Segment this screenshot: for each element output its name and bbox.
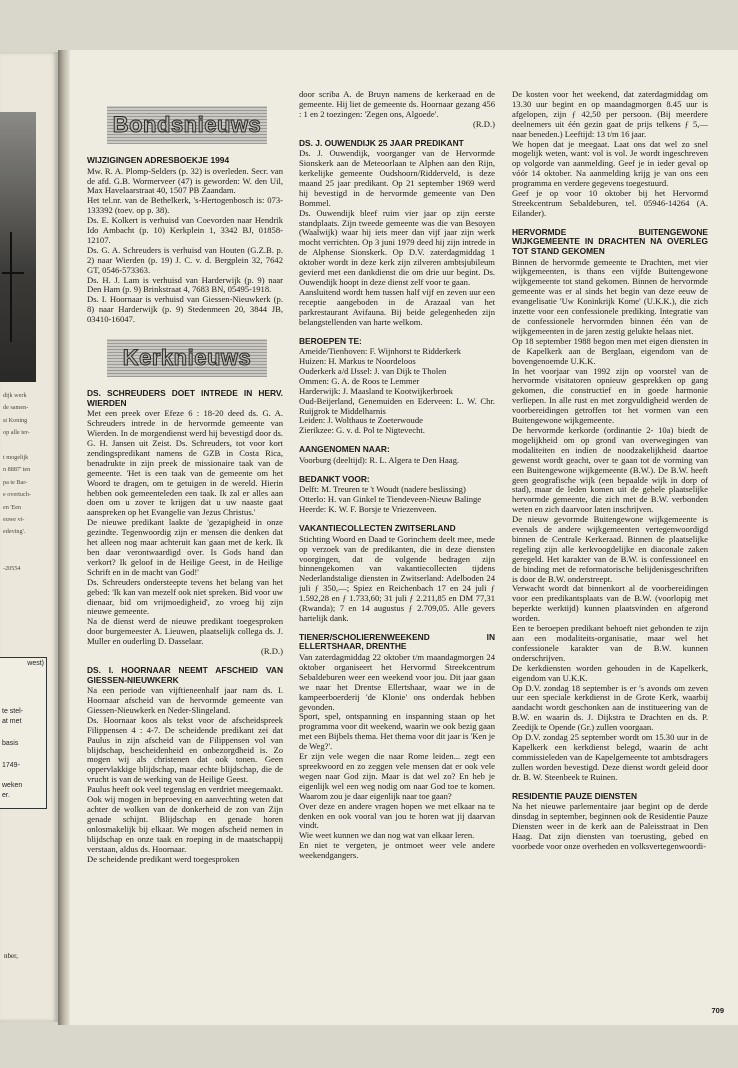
buitengewone-paragraph: Verwacht wordt dat binnenkort al de voorbereidingen voor een predikantsplaats van de B.W. (voorlopig met beperkte werktijd) kunnen plaatsvinden en afgerond worden. [512,583,708,624]
beroepen-item: Leiden: J. Wolthaus te Zoeterwoude [299,415,423,426]
adres-paragraph: Ds. I. Hoornaar is verhuisd van Giessen-Nieuwkerk (p. 8) naar Harderwijk (p. 9) Stedenmeen 20, 3844 JB, 03410-16047. [87,294,283,325]
buitengewone-paragraph: Op D.V. zondag 18 september is er 's avonds om zeven uur een speciale kerkdienst in de Grote Kerk, waarbij aandacht wordt geschonken aan de institueering van de B.W. en waarin ds. J. Dijkstra te Drachten en ds. P. Zeedijk te Opende (Gr.) zullen voorgaan. [512,682,708,733]
prev-box-line: at met [2,718,22,725]
beroepen-heading: BEROEPEN TE: [299,335,362,346]
hoornaar-heading: DS. I. HOORNAAR NEEMT AFSCHEID VAN GIESSEN-NIEUWKERK [87,664,283,685]
ouwendijk-paragraph: Aansluitend wordt hem tussen half vijf en zeven uur een receptie aangeboden in de Arazaal van het parkrestaurant Avifauna. Bij beide gelegenheden zijn belangstellenden van harte welkom. [299,286,495,327]
schreuders-heading: DS. SCHREUDERS DOET INTREDE IN HERV. WIERDEN [87,388,283,408]
vakantiecollecten-paragraph: Stichting Woord en Daad te Gorinchem deelt mee, mede op verzoek van de predikanten, die in deze diensten voorgingen, dat de volgende bedragen zijn binnengekomen van vakantiecollecten tijdens Nederlandstalige diensten in Zwitserland: Adelboden 24 juli ƒ 350,—; Spiez en Reichenbach 17 en 24 juli ƒ 1.592,28 en ƒ 1.733,60; 31 juli ƒ 2.211,85 en DM 77,31 (Rwanda); 7 en 14 augustus ƒ 2.709,05. Alle gevers hartelijk dank. [299,533,495,623]
previous-page-text [3,390,55,575]
schreuders-paragraph: Na de dienst werd de nieuwe predikant toegesproken door burgemeester A. Lieuwen, plaatselijk collega ds. J. Muller en ouderling D. Dasselaar. [87,616,283,647]
prev-box-line: er. [2,792,10,799]
schreuders-paragraph: Met een preek over Efeze 6 : 18-20 deed ds. G. A. Schreuders intrede in de hervormde gemeente van Wierden. In de morgendienst werd hij bevestigd door ds. G. H. Jansen uit Zeist. Ds. Schreuders, tot voor kort zendingspredikant namens de GZB in Costa Rica, benadrukte in zijn preek de missionaire taak van de gemeente. 'Het is een taak van de gemeente om het Woord te dragen, om te getuigen in de wereld. Hierin hebben ook gemeenteleden een taak. Ik zal er alles aan doen om u zover te krijgen dat u uw naaste gaat aanspreken op het Evangelie van Jezus Christus.' [87,408,283,518]
prev-line [3,440,55,452]
hoornaar-paragraph: De scheidende predikant werd toegesproken [87,853,240,864]
beroepen-item: Ouderkerk a/d IJssel: J. van Dijk te Tholen [299,365,447,376]
residentie-pauze-paragraph: Na het nieuwe parlementaire jaar begint op de derde dinsdag in september, beginnen ook de Residentie Pauze Diensten weer in de kerk aan de Paleisstraat in Den Haag. Dat zijn diensten van toerusting, gebed en voorbede voor onze overheden en volksvertegenwoordi- [512,801,708,851]
beroepen-item: Ommen: G. A. de Roos te Lemmer [299,375,420,386]
tienerweekend-paragraph: Er zijn vele wegen die naar Rome leiden... zegt een spreekwoord en zo zeggen vele mensen dat er ook vele wegen naar God zijn. Maar is dat wel zo? En heb je eigenlijk wel een weg nodig om naar God toe te komen. Waarom zou je daar eigenlijk naar toe gaan? [299,751,495,801]
prev-box-line: te stel- [2,708,24,715]
bedankt-item: Heerde: K. W. F. Borsje te Vriezenveen. [299,504,437,515]
tienerweekend-paragraph: En niet te vergeten, je ontmoet weer vele andere weekendgangers. [299,840,495,861]
prev-line: pa te Bar- [3,478,28,486]
tienerweekend-heading: TIENER/SCHOLIERENWEEKEND IN ELLERTSHAAR, DRENTHE [299,631,495,652]
buitengewone-paragraph: De kerkdiensten worden gehouden in de Kapelkerk, eigendom van U.K.K. [512,662,708,683]
vakantiecollecten-heading: VAKANTIECOLLECTEN ZWITSERLAND [299,523,456,534]
previous-page-edge [0,52,58,1022]
tienerweekend-paragraph: Van zaterdagmiddag 22 oktober t/m maandagmorgen 24 oktober organiseert het Hervormd Streekcentrum Sebaldeburen weer een weekend voor jou. Dit jaar gaan we naar het Drentse Ellertshaar, waar we in de kampeerboerderij 'de Klonie' ons onderdak hebben gevonden. [299,652,495,712]
bedankt-item: Delft: M. Treuren te 't Woudt (nadere beslissing) [299,484,466,495]
ouwendijk-paragraph: Ds. J. Ouwendijk, voorganger van de Hervormde Sionskerk aan de Meteoorlaan te Alphen aan den Rijn, kerkelijke gemeente Oudshoorn/Ridderveld, is deze maand 25 jaar predikant. Op 21 september 1969 werd hij bevestigd in de hervormde gemeente van Den Bommel. [299,148,495,208]
prev-number: -20554 [3,564,21,572]
hoornaar-continued: door scriba A. de Bruyn namens de kerkeraad en de gemeente. Hij liet de gemeente ds. Hoornaar gezang 456 : 1 en 2 toezingen: 'Zegen ons, Algoede'. [299,90,495,119]
buitengewone-paragraph: In het voorjaar van 1992 zijn op voorstel van de hervormde visitatoren opnieuw gesprekken op gang gekomen, die constructief en in goede harmonie verliepen. In alle rust en met zorgvuldigheid werden de voorbereidingen getroffen tot het vormen van een Buitengewone wijkgemeente. [512,365,708,426]
prev-line: t mogelijk [3,454,29,462]
prev-line: edeving'. [3,528,26,536]
prev-box-line: weken [2,782,23,789]
prev-line: op alle ter- [3,429,30,437]
prev-line: en 'Een [3,503,22,511]
hoornaar-paragraph: Ds. Hoornaar koos als tekst voor de afscheidspreek Filippensen 4 : 4-7. De scheidende predikant zei dat Paulus in zijn afscheid van de Filippensen vol van blijdschap, bescheidenheid en onbezorgdheid is. Zo mogen wij als christenen dat ook tonen. Geen oppervlakkige blijdschap, maar echte blijdschap, die de vrucht is van de werking van de Heilige Geest. [87,714,283,785]
prev-box-line: 1749- [2,762,20,769]
magazine-page [70,50,738,1025]
bondsnieuws-title: Bondsnieuws [112,112,262,138]
page-gutter [58,50,70,1025]
ouwendijk-paragraph: Ds. Ouwendijk bleef ruim vier jaar op zijn eerste standplaats. Zijn tweede gemeente was die van Besoyen (Waalwijk) waar hij iets meer dan vijf jaar zijn werk mocht verrichten. Op 3 juni 1979 deed hij zijn intrede in de Alphense Sionskerk. Op D.V. zaterdagmiddag 1 oktober wordt in deze kerk zijn zilveren ambtsjubileum gevierd met een dankdienst die om drie uur begint. Ds. Ouwendijk hoopt in deze dienst zelf voor te gaan. [299,207,495,287]
column-3 [512,90,708,1018]
prev-box-line: west) [27,660,44,667]
adres-paragraph: Ds. E. Kolkert is verhuisd van Coevorden naar Hendrik Ido Ambacht (p. 10) Kerkplein 1, 3342 BJ, 01858-12107. [87,215,283,245]
buitengewone-paragraph: Een te beroepen predikant behoeft niet gebonden te zijn aan een modaliteits-organisatie, maar wel het confessionele karakter van de B.W. kunnen onderschrijven. [512,623,708,663]
column-1 [87,106,283,1034]
residentie-pauze-heading: RESIDENTIE PAUZE DIENSTEN [512,790,638,801]
buitengewone-wijkgemeente-heading: HERVORMDE BUITENGEWONE WIJKGEMEENTE IN DRACHTEN NA OVERLEG TOT STAND GEKOMEN [512,226,708,256]
prev-box-line: basis [2,740,19,747]
bedankt-heading: BEDANKT VOOR: [299,473,370,484]
ouwendijk-heading: DS. J. OUWENDIJK 25 JAAR PREDIKANT [299,137,464,148]
prev-line: dijk werk [3,392,27,399]
prev-line: st Koning [3,416,28,424]
weekend-paragraph: Geef je op voor 10 oktober bij het Hervormd Streekcentrum Sebaldeburen, tel. 05946-14264 (A. Eilander). [512,188,708,218]
adresboekje-heading: WIJZIGINGEN ADRESBOEKJE 1994 [87,155,230,165]
aangenomen-item: Voorburg (deeltijd): R. L. Algera te Den Haag. [299,454,460,465]
hoornaar-paragraph: Na een periode van vijftieneenhalf jaar nam ds. I. Hoornaar afscheid van de hervormde gemeente van Giessen-Nieuwkerk en Neder-Slingeland. [87,685,283,715]
buitengewone-paragraph: Binnen de hervormde gemeente te Drachten, met vier wijkgemeenten, is thans een vijfde Buitengewone wijkgemeente tot stand gekomen. Binnen de hervormde gemeente was er al sinds het begin van deze eeuw de evangelisatie 'Uw Koninkrijk Kome' (U.K.K.), die zich inzette voor een confessionele prediking. Integratie van de confessionele hervormden binnen één van de wijkgemeenten in de jaren zestig gelukte helaas niet. [512,256,708,336]
adres-paragraph: Het tel.nr. van de Bethelkerk, 's-Hertogenbosch is: 073-133392 (toev. op p. 38). [87,195,283,216]
schreuders-paragraph: Ds. Schreuders ondersteepte tevens het belang van het gebed: 'Ik kan van mezelf ook niet spreken. Bid voor uw dienaar, bid om vrijmoedigheid', zo vroeg hij zijn nieuwe gemeente. [87,576,283,617]
beroepen-item: Ameide/Tienhoven: F. Wijnhorst te Ridderkerk [299,346,461,357]
prev-line: euwe vi- [3,516,25,524]
schreuders-signature: (R.D.) [261,646,283,657]
hoornaar-paragraph: Paulus heeft ook veel tegenslag en verdriet meegemaakt. Ook wij mogen in beproeving en aanvechting weten dat achter de wolken van de donkerheid de zon van Zijn genade schijnt. Blijdschap en genade horen onlosmakelijk bij elkaar. We mogen afscheid nemen in blijdschap en onze taak en roeping in de maatschappij verstaan, aldus ds. Hoornaar. [87,784,283,854]
kerknieuws-banner [107,339,267,377]
bondsnieuws-banner [107,106,267,144]
adres-paragraph: Ds. H. J. Lam is verhuisd van Harderwijk (p. 9) naar Den Ham (p. 9) Brinkstraat 4, 7683 BN, 05495-1918. [87,274,283,295]
weekend-paragraph: We hopen dat je meegaat. Laat ons dat wel zo snel mogelijk weten, want: vol is vol. Je wordt ingeschreven op volgorde van aanmelding. Geef je in ieder geval op vóór 14 oktober. Na aanmelding krijg je van ons een programma en verdere gegevens toegestuurd. [512,138,708,189]
beroepen-item: Harderwijk: J. Maasland te Kootwijkerbroek [299,385,453,396]
prev-bottom-text: nber, [4,952,18,960]
beroepen-item: Oud-Beijerland, Genemuiden en Ederveen: L. W. Chr. Ruijgrok te Middelharnis [299,395,495,416]
previous-page-photo [0,112,36,382]
beroepen-item: Huizen: H. Markus te Noordeloos [299,356,416,367]
tienerweekend-paragraph: Wie weet kunnen we dan nog wat van elkaar leren. [299,830,475,841]
buitengewone-paragraph: Op 18 september 1988 begon men met eigen diensten in de Kapelkerk aan de Berglaan, eigendom van de bovengenoemde U.K.K. [512,335,708,366]
prev-line: n 8887' ten [3,466,31,474]
buitengewone-paragraph: De nieuw gevormde Buitengewone wijkgemeente is evenals de andere wijkgemeenten vertegenwoordigd binnen de Centrale Kerkeraad. Binnen de plaatselijke regeling zijn alle kerkvoogdelijke en diaconale zaken geregeld. Het karakter van de B.W. is confessioneel en de binding met de reformatorische belijdenisgeschriften is door de B.W. onderstreept. [512,514,708,584]
bedankt-item: Otterlo: H. van Ginkel te Tiendeveen-Nieuw Balinge [299,494,482,505]
adres-paragraph: Mw. R. A. Plomp-Selders (p. 32) is overleden. Secr. van de afd. G.B. Wormerveer (47) is geworden: W. den Uil, Max Havelaarstraat 40, 1507 PB Zaandam. [87,165,283,196]
buitengewone-paragraph: Op D.V. zondag 25 september wordt om 15.30 uur in de Kapelkerk een kerkdienst belegd, waarin de acht commissieleden van de Kapelgemeente tot ambtsdragers zullen worden bevestigd. Deze dienst wordt geleid door dr. B. W. Steenbeek te Ruinen. [512,732,708,782]
prev-line: e overtuch- [3,491,32,499]
adres-paragraph: Ds. G. A. Schreuders is verhuisd van Houten (G.Z.B. p. 2) naar Wierden (p. 19) J. C. v. d. Bergplein 32, 7642 GT, 0546-573363. [87,244,283,275]
tienerweekend-paragraph: Sport, spel, ontspanning en inspanning staan op het programma voor dit weekend, waarin we ook bezig gaan met een Bijbels thema. Het thema voor dit jaar is 'Ken je de Weg?'. [299,711,495,752]
aangenomen-heading: AANGENOMEN NAAR: [299,444,390,455]
page-number: 709 [711,1006,724,1015]
previous-page-box [0,657,47,809]
schreuders-paragraph: De nieuwe predikant laakte de 'gezapigheid in onze gezindte. Tegenwoordig zijn er mensen die denken dat het alleen nog maar achteruit kan gaan met de kerk. Ik ben daar verontwaardigd over. Is Gods hand dan verkort? Ik geloof in de Heilige Geest, in de Heilige Schrift en in de macht van God!' [87,517,283,577]
beroepen-item: Zierikzee: G. v. d. Pol te Nigtevecht. [299,425,425,436]
prev-line: de samen- [3,404,29,412]
hoornaar-signature: (R.D.) [473,118,495,129]
kerknieuws-title: Kerknieuws [122,345,252,371]
weekend-paragraph: De kosten voor het weekend, dat zaterdagmiddag om 13.30 uur begint en op maandagmorgen 8.45 uur is afgelopen, zijn ƒ 42,50 per persoon. (Bij meerdere deelnemers uit één gezin gaat de prijs telkens ƒ 5,— naar beneden.) Leeftijd: 13 t/m 16 jaar. [512,90,708,139]
column-2 [299,90,495,1018]
buitengewone-paragraph: De hervormde kerkorde (ordinantie 2- 10a) biedt de mogelijkheid om op grond van overwegingen van modaliteiten en indien de noodzakelijkheid daartoe gewenst wordt geacht, over te gaan tot de vorming van een Buitengewone wijkgemeente (B.W.). De B.W. heeft geen geografische wijk (een bepaalde wijk in dorp of stad), maar de leden komen uit de gehele plaatselijke hervormde gemeente, die zich met de B.W. verbonden weten en zich daarvoor laten inschrijven. [512,424,708,515]
tienerweekend-paragraph: Over deze en andere vragen hopen we met elkaar na te denken en ook vooral van jou te horen wat jij daarvan vindt. [299,800,495,831]
